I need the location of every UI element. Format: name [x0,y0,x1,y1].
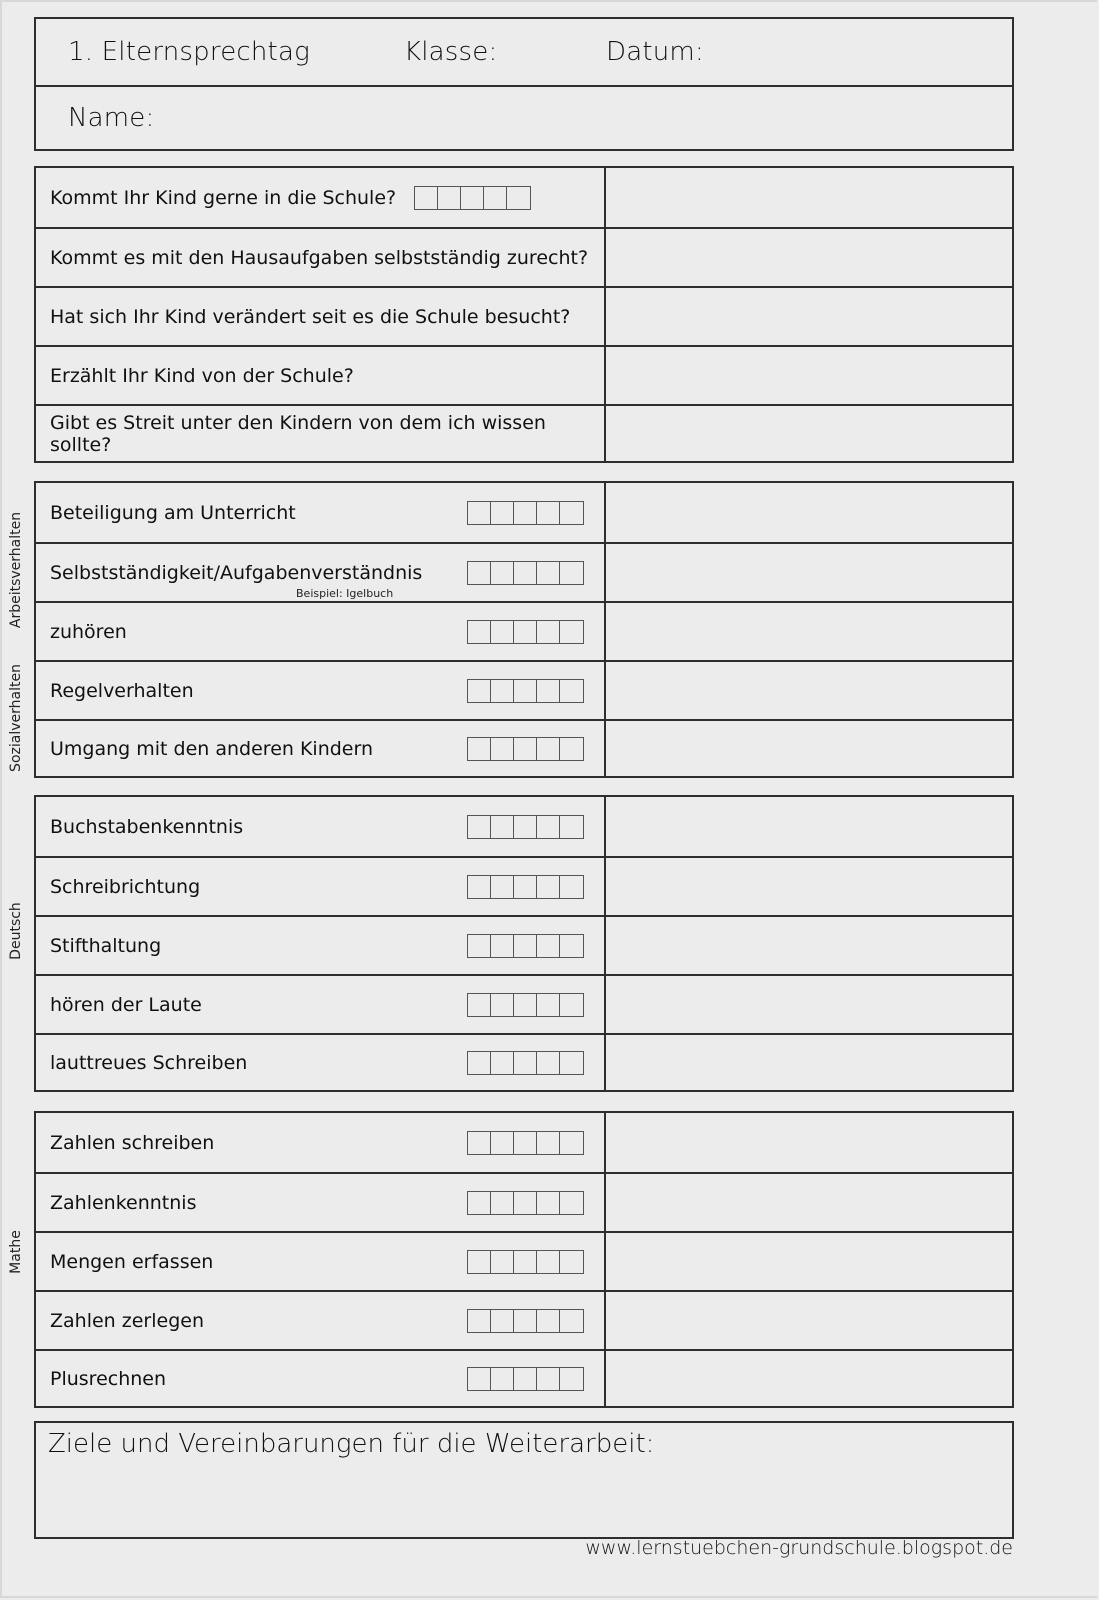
skill-text: Buchstabenkenntnis [50,815,244,838]
comment-cell[interactable] [606,976,1012,1033]
rating-boxes[interactable] [467,1131,584,1155]
rating-box-4[interactable] [537,621,560,643]
rating-box-1[interactable] [468,935,491,957]
skill-row [36,1349,1012,1406]
answer-cell[interactable] [606,288,1012,345]
comment-cell[interactable] [606,483,1012,542]
rating-box-4[interactable] [537,562,560,584]
skill-row [36,1290,1012,1349]
rating-box-3[interactable] [514,1310,537,1332]
rating-boxes[interactable] [467,679,584,703]
rating-box-1[interactable] [468,562,491,584]
question-text: Gibt es Streit unter den Kindern von dem ich wissen sollte? [50,411,546,456]
form-title: 1. Elternsprechtag [68,37,310,67]
rating-boxes[interactable] [467,737,584,761]
skill-text: Regelverhalten [50,679,194,702]
rating-box-3[interactable] [514,1368,537,1390]
skill-cell [36,976,606,1033]
skill-row [36,974,1012,1033]
skill-text: Schreibrichtung [50,875,201,898]
skill-row [36,1033,1012,1090]
rating-box-5[interactable] [560,1310,583,1332]
skill-row [36,856,1012,915]
comment-cell[interactable] [606,662,1012,719]
rating-box-5[interactable] [560,1192,583,1214]
rating-box-3[interactable] [514,935,537,957]
math-table [34,1111,1014,1408]
skill-cell [36,1233,606,1290]
rating-box-4[interactable] [537,1052,560,1074]
rating-box-2[interactable] [491,816,514,838]
goals-title: Ziele und Vereinbarungen für die Weiterarbeit: [48,1429,655,1459]
skill-text: Mengen erfassen [50,1250,214,1273]
skill-cell [36,1113,606,1172]
comment-cell[interactable] [606,1113,1012,1172]
rating-box-2[interactable] [438,187,461,209]
rating-box-4[interactable] [537,816,560,838]
rating-box-1[interactable] [468,876,491,898]
question-cell [36,168,606,227]
rating-boxes[interactable] [467,561,584,585]
rating-box-2[interactable] [491,1192,514,1214]
behavior-table [34,481,1014,778]
skill-cell [36,662,606,719]
rating-box-4[interactable] [537,738,560,760]
rating-box-4[interactable] [537,680,560,702]
name-field-label[interactable]: Name: [68,103,155,133]
rating-box-3[interactable] [514,1251,537,1273]
rating-boxes[interactable] [467,934,584,958]
comment-cell[interactable] [606,858,1012,915]
rating-box-2[interactable] [491,1251,514,1273]
rating-box-2[interactable] [491,1052,514,1074]
rating-boxes[interactable] [467,1250,584,1274]
skill-note: Beispiel: Igelbuch [296,587,394,600]
class-field-label[interactable]: Klasse: [404,37,498,67]
skill-text: hören der Laute [50,993,202,1016]
rating-box-5[interactable] [560,994,583,1016]
rating-box-1[interactable] [468,1251,491,1273]
rating-box-5[interactable] [560,738,583,760]
comment-cell[interactable] [606,1174,1012,1231]
section-label-deutsch: Deutsch [8,902,24,960]
rating-boxes[interactable] [467,1051,584,1075]
skill-cell [36,1174,606,1231]
rating-box-1[interactable] [468,1310,491,1332]
question-row [36,404,1012,461]
rating-box-2[interactable] [491,1132,514,1154]
rating-box-1[interactable] [468,621,491,643]
rating-box-5[interactable] [560,935,583,957]
rating-box-4[interactable] [537,502,560,524]
question-cell [36,347,606,404]
skill-cell [36,483,606,542]
skill-row [36,797,1012,856]
question-text: Erzählt Ihr Kind von der Schule? [50,364,354,387]
rating-box-3[interactable] [514,876,537,898]
comment-cell[interactable] [606,1351,1012,1406]
rating-box-3[interactable] [514,1052,537,1074]
answer-cell[interactable] [606,229,1012,286]
rating-box-3[interactable] [514,1192,537,1214]
rating-boxes[interactable] [467,1191,584,1215]
comment-cell[interactable] [606,797,1012,856]
rating-box-2[interactable] [491,935,514,957]
skill-row [36,1231,1012,1290]
skill-row [36,1113,1012,1172]
question-row [36,168,1012,227]
rating-box-4[interactable] [537,876,560,898]
skill-row [36,601,1012,660]
question-row [36,286,1012,345]
skill-cell [36,1292,606,1349]
skill-cell [36,1351,606,1406]
rating-box-1[interactable] [415,187,438,209]
skill-text: lauttreues Schreiben [50,1051,248,1074]
section-label-sozialverhalten: Sozialverhalten [8,664,24,772]
rating-boxes[interactable] [414,186,531,210]
skill-row [36,542,1012,601]
skill-cell [36,797,606,856]
rating-box-5[interactable] [560,1132,583,1154]
comment-cell[interactable] [606,917,1012,974]
rating-box-5[interactable] [560,876,583,898]
rating-box-2[interactable] [491,1368,514,1390]
rating-box-3[interactable] [514,994,537,1016]
skill-text: Zahlen schreiben [50,1131,215,1154]
rating-box-2[interactable] [491,876,514,898]
rating-box-5[interactable] [560,1052,583,1074]
rating-box-1[interactable] [468,502,491,524]
rating-box-5[interactable] [560,502,583,524]
rating-box-2[interactable] [491,562,514,584]
comment-cell[interactable] [606,1035,1012,1090]
rating-box-5[interactable] [560,562,583,584]
rating-box-1[interactable] [468,994,491,1016]
rating-boxes[interactable] [467,815,584,839]
date-field-label[interactable]: Datum: [606,37,704,67]
skill-row [36,1172,1012,1231]
rating-box-4[interactable] [537,1132,560,1154]
answer-cell[interactable] [606,347,1012,404]
rating-boxes[interactable] [467,993,584,1017]
rating-box-1[interactable] [468,816,491,838]
rating-box-3[interactable] [514,621,537,643]
rating-box-3[interactable] [461,187,484,209]
skill-row [36,719,1012,776]
question-cell [36,288,606,345]
rating-box-5[interactable] [560,680,583,702]
header-box [34,17,1014,151]
question-text: Kommt Ihr Kind gerne in die Schule? [50,186,397,209]
rating-box-4[interactable] [537,994,560,1016]
skill-text: Zahlen zerlegen [50,1309,204,1332]
rating-boxes[interactable] [467,1367,584,1391]
rating-box-2[interactable] [491,1310,514,1332]
rating-box-4[interactable] [537,1368,560,1390]
skill-cell [36,544,606,601]
rating-boxes[interactable] [467,1309,584,1333]
rating-box-5[interactable] [560,1368,583,1390]
german-table [34,795,1014,1092]
rating-box-3[interactable] [514,680,537,702]
skill-row [36,483,1012,542]
question-row [36,227,1012,286]
rating-box-5[interactable] [560,1251,583,1273]
header-title-row [36,19,1012,85]
rating-box-2[interactable] [491,502,514,524]
rating-box-2[interactable] [491,994,514,1016]
rating-box-4[interactable] [484,187,507,209]
rating-box-5[interactable] [507,187,530,209]
rating-boxes[interactable] [467,875,584,899]
rating-box-2[interactable] [491,680,514,702]
comment-cell[interactable] [606,603,1012,660]
answer-cell[interactable] [606,168,1012,227]
section-label-mathe: Mathe [8,1230,24,1274]
rating-box-4[interactable] [537,1310,560,1332]
skill-text: Beteiligung am Unterricht [50,501,296,524]
skill-text: Plusrechnen [50,1367,167,1390]
rating-boxes[interactable] [467,501,584,525]
rating-box-5[interactable] [560,816,583,838]
rating-box-4[interactable] [537,1192,560,1214]
rating-box-1[interactable] [468,1052,491,1074]
skill-cell [36,1035,606,1090]
rating-box-3[interactable] [514,738,537,760]
comment-cell[interactable] [606,544,1012,601]
rating-box-5[interactable] [560,621,583,643]
skill-cell [36,917,606,974]
goals-box[interactable] [34,1421,1014,1539]
rating-box-1[interactable] [468,680,491,702]
skill-text: Selbstständigkeit/Aufgabenverständnis [50,561,423,584]
rating-box-1[interactable] [468,1368,491,1390]
rating-box-1[interactable] [468,1132,491,1154]
comment-cell[interactable] [606,721,1012,776]
skill-text: Umgang mit den anderen Kindern [50,737,374,760]
skill-row [36,660,1012,719]
skill-cell [36,858,606,915]
answer-cell[interactable] [606,406,1012,461]
comment-cell[interactable] [606,1233,1012,1290]
rating-box-1[interactable] [468,738,491,760]
rating-box-2[interactable] [491,738,514,760]
rating-box-3[interactable] [514,562,537,584]
rating-box-4[interactable] [537,1251,560,1273]
question-row [36,345,1012,404]
skill-text: Stifthaltung [50,934,162,957]
rating-box-2[interactable] [491,621,514,643]
rating-box-3[interactable] [514,502,537,524]
rating-box-1[interactable] [468,1192,491,1214]
skill-text: Zahlenkenntnis [50,1191,197,1214]
parent-questions-table [34,166,1014,463]
question-cell [36,406,606,461]
question-text: Kommt es mit den Hausaufgaben selbstständig zurecht? [50,246,589,269]
header-name-row [36,85,1012,149]
skill-row [36,915,1012,974]
skill-cell [36,721,606,776]
comment-cell[interactable] [606,1292,1012,1349]
rating-box-3[interactable] [514,816,537,838]
rating-box-4[interactable] [537,935,560,957]
question-text: Hat sich Ihr Kind verändert seit es die Schule besucht? [50,305,571,328]
section-label-arbeitsverhalten: Arbeitsverhalten [8,511,24,629]
question-cell [36,229,606,286]
footer-url: www.lernstuebchen-grundschule.blogspot.de [585,1537,1013,1559]
skill-text: zuhören [50,620,127,643]
rating-box-3[interactable] [514,1132,537,1154]
rating-boxes[interactable] [467,620,584,644]
skill-cell [36,603,606,660]
